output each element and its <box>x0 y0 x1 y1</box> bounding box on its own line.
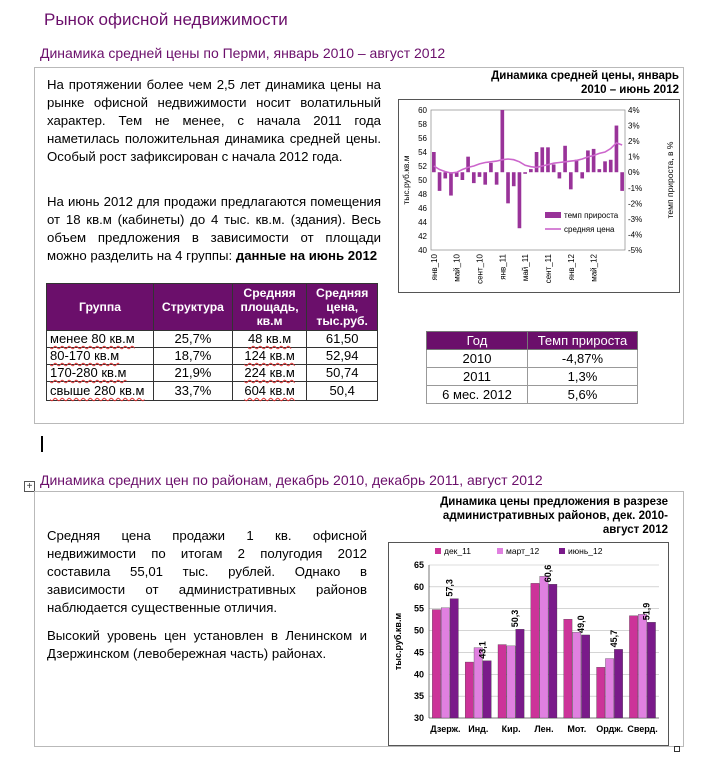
table-cell: 1,3% <box>528 368 638 386</box>
chart1-y-tick-label: 44 <box>418 218 427 227</box>
table-cell <box>47 331 154 348</box>
table-row <box>427 350 638 368</box>
chart2-bar <box>647 622 655 718</box>
chart1-svg <box>399 100 679 292</box>
table-cell: 50,4 <box>307 382 378 401</box>
chart1-y2-tick-label: 3% <box>628 121 640 131</box>
chart1-bar <box>620 172 624 191</box>
chart1-legend-label: темп прироста <box>564 211 619 220</box>
table-cell <box>232 331 307 348</box>
chart2-x-tick-label: Инд. <box>468 724 489 734</box>
chart2-y-tick-label: 50 <box>413 625 424 636</box>
chart1-y2-tick-label: 0% <box>628 168 640 178</box>
chart2-data-label: 49,0 <box>575 615 586 633</box>
chart2-bar <box>564 619 572 718</box>
chart1-bar <box>472 172 476 183</box>
table-cell-text: свыше 280 кв.м <box>50 383 145 398</box>
table-cell <box>47 348 154 365</box>
chart1-bar <box>483 172 487 184</box>
chart1-legend-label: средняя цена <box>564 225 615 234</box>
chart1-bar <box>478 172 482 177</box>
chart2-bar <box>465 662 473 718</box>
table-cell: -4,87% <box>528 350 638 368</box>
table-cell: 2010 <box>427 350 528 368</box>
chart2-y-tick-label: 65 <box>413 560 424 570</box>
group-table <box>46 283 378 401</box>
chart2-data-label: 57,3 <box>444 579 455 597</box>
table-cell <box>47 382 154 401</box>
chart1-bar <box>489 163 493 172</box>
chart1-bar <box>558 172 562 178</box>
table-cell: 33,7% <box>154 382 233 401</box>
chart1-x-tick-label: сент_10 <box>475 254 485 284</box>
chart1-bar <box>523 172 527 174</box>
chart1-bar <box>518 172 522 228</box>
chart1-y-tick-label: 54 <box>418 148 427 157</box>
chart2-y-tick-label: 55 <box>413 603 424 614</box>
section2-paragraph2: Высокий уровень цен установлен в Ленинском и Дзержинском (левобережная часть) районах. <box>47 628 367 661</box>
chart1-title: Динамика средней цены, январь 2010 – июнь 2012 <box>491 70 679 96</box>
chart2-bar <box>516 629 524 718</box>
chart1-x-tick-label: май_12 <box>589 254 599 282</box>
section1-paragraph2-bold: данные на июнь 2012 <box>235 248 378 263</box>
table-cell-text: 604 кв.м <box>244 383 295 398</box>
chart1-y-tick-label: 40 <box>418 246 427 255</box>
table-cell: 61,50 <box>307 331 378 348</box>
chart2-bar <box>614 649 622 718</box>
chart2-data-label: 45,7 <box>608 629 619 648</box>
chart2-y-axis-label: тыс.руб.кв.м <box>393 612 403 671</box>
chart2-bar <box>597 667 605 718</box>
chart1-y-tick-label: 52 <box>418 162 427 171</box>
growth-table <box>426 331 638 404</box>
table-cell: 2011 <box>427 368 528 386</box>
chart1-bar <box>603 161 607 172</box>
chart1-bar <box>529 169 533 172</box>
chart1-y-tick-label: 50 <box>418 176 427 185</box>
text-cursor <box>41 436 43 452</box>
chart1-bar <box>563 146 567 172</box>
chart2-data-label: 51,9 <box>641 602 652 621</box>
chart1-bar <box>552 164 556 172</box>
chart2-bar <box>441 608 449 718</box>
chart1-bar <box>597 169 601 172</box>
chart1-bar <box>592 149 596 172</box>
chart1-x-tick-label: янв_10 <box>429 254 439 281</box>
chart2-y-tick-label: 40 <box>413 669 424 680</box>
chart2-data-label: 60,6 <box>543 564 554 583</box>
chart1-legend-swatch <box>545 212 561 218</box>
chart1-bar <box>461 172 465 180</box>
chart1-bar <box>546 147 550 172</box>
chart2-legend-swatch <box>559 548 565 554</box>
section1-paragraph2 <box>47 193 381 265</box>
table-cell: 21,9% <box>154 365 233 382</box>
chart1-bar <box>615 126 619 173</box>
chart1-x-tick-label: сент_11 <box>543 254 553 284</box>
chart1-bar <box>535 152 539 172</box>
chart2-bar <box>531 583 539 718</box>
chart1-x-tick-label: май_10 <box>452 254 462 282</box>
chart2-x-tick-label: Сверд. <box>627 724 658 734</box>
chart1-y2-tick-label: -5% <box>628 246 643 255</box>
table-cell-text: 170-280 кв.м <box>50 365 127 380</box>
table-cell-text: менее 80 кв.м <box>50 331 135 346</box>
chart2-bar <box>638 614 646 718</box>
table-cell: 6 мес. 2012 <box>427 386 528 404</box>
group-table-header: Группа <box>47 284 154 331</box>
group-table-header-row <box>47 284 378 331</box>
chart1-bar <box>569 172 573 189</box>
chart2-bar <box>498 645 506 718</box>
chart1-y2-axis-label: темп прироста, в % <box>665 141 675 219</box>
chart2-y-tick-label: 45 <box>413 647 424 658</box>
chart1-bar <box>506 172 510 203</box>
table-cell: 52,94 <box>307 348 378 365</box>
growth-table-header: Год <box>427 332 528 350</box>
chart2-x-tick-label: Лен. <box>534 724 554 734</box>
chart1-y-tick-label: 60 <box>418 106 427 115</box>
chart2-y-tick-label: 60 <box>413 581 424 592</box>
chart2-legend-swatch <box>497 548 503 554</box>
chart1-bar <box>466 157 470 173</box>
chart2-bar <box>549 584 557 718</box>
chart2-x-tick-label: Мот. <box>567 724 587 734</box>
chart1-y2-tick-label: -1% <box>628 183 643 193</box>
group-table-header: Средняя площадь, кв.м <box>232 284 307 331</box>
chart2-legend-label: март_12 <box>506 546 540 556</box>
chart1-box <box>398 99 680 293</box>
chart2-y-tick-label: 30 <box>413 713 424 723</box>
chart1-bar <box>609 160 613 172</box>
chart1-bar <box>500 110 504 172</box>
chart1-bar <box>449 172 453 195</box>
chart2-bar <box>605 659 613 718</box>
chart2-y-tick-label: 35 <box>413 691 424 702</box>
chart2-data-label: 43,1 <box>477 641 488 659</box>
chart1-bar <box>432 152 436 172</box>
section1-paragraph2-lead: На июнь 2012 для продажи предлагаются помещения от 18 кв.м (кабинеты) до 4 тыс. кв.м. (здания). Весь объем предложения в зависимости от площади можно разделить на 4 группы: <box>47 194 381 263</box>
chart1-y2-tick-label: -4% <box>628 230 643 240</box>
chart1-y-tick-label: 58 <box>418 120 427 129</box>
table-cell-text: 80-170 кв.м <box>50 348 120 363</box>
chart1-x-tick-label: янв_11 <box>498 254 508 280</box>
chart1-y-tick-label: 48 <box>418 190 427 199</box>
chart1-y2-tick-label: 2% <box>628 137 640 147</box>
chart1-y-tick-label: 42 <box>418 232 427 241</box>
chart1-bar <box>540 147 544 172</box>
table-move-handle-icon[interactable]: + <box>24 481 35 492</box>
chart2-bar <box>507 646 515 718</box>
group-table-header: Средняя цена, тыс.руб. <box>307 284 378 331</box>
table-row <box>427 368 638 386</box>
chart2-bar <box>573 632 581 718</box>
chart2-x-tick-label: Кир. <box>501 724 521 734</box>
table-row <box>47 365 378 382</box>
table-cell-text: 224 кв.м <box>244 365 295 380</box>
chart2-x-tick-label: Дзерж. <box>430 724 461 734</box>
table-cell: 5,6% <box>528 386 638 404</box>
chart1-x-tick-label: янв_12 <box>566 254 576 281</box>
table-row <box>47 331 378 348</box>
section1-title: Динамика средней цены по Перми, январь 2010 – август 2012 <box>40 45 446 61</box>
chart2-title: Динамика цены предложения в разрезе административных районов, дек. 2010-август 2012 <box>440 496 668 536</box>
table-cell-text: 48 кв.м <box>247 331 292 346</box>
section2-paragraph1: Средняя цена продажи 1 кв. офисной недвижимости по итогам 2 полугодия 2012 составила 55,01 тыс. рублей. Однако в зависимости от административных районов наблюдается существенные отличия. <box>47 528 367 615</box>
table-cell <box>232 348 307 365</box>
chart2-bar <box>483 661 491 718</box>
chart2-legend-label: дек_11 <box>444 546 471 556</box>
chart2-bar <box>432 610 440 718</box>
table-cell <box>47 365 154 382</box>
chart1-y2-tick-label: -3% <box>628 214 643 224</box>
chart1-y-tick-label: 46 <box>418 204 427 213</box>
chart1-bar <box>443 172 447 178</box>
table-row <box>47 348 378 365</box>
chart1-bar <box>575 160 579 172</box>
chart1-bar <box>495 172 499 184</box>
chart2-data-label: 50,3 <box>510 609 521 628</box>
chart2-bar <box>581 635 589 718</box>
table-row <box>427 386 638 404</box>
chart2-x-tick-label: Ордж. <box>596 724 624 734</box>
growth-table-header: Темп прироста <box>528 332 638 350</box>
table-cell: 18,7% <box>154 348 233 365</box>
table-cell: 25,7% <box>154 331 233 348</box>
section1-paragraph1: На протяжении более чем 2,5 лет динамика цены на рынке офисной недвижимости носит волатильный характер. Тем не менее, с начала 2011 года наметилась положительная динамика средней цены. Особый рост зафиксирован с начала 2012 года. <box>47 77 381 164</box>
growth-table-header-row <box>427 332 638 350</box>
table-resize-handle[interactable] <box>674 746 680 752</box>
table-row <box>47 382 378 401</box>
chart1-y-tick-label: 56 <box>418 134 427 143</box>
chart1-bar <box>438 172 442 191</box>
table-cell <box>232 365 307 382</box>
table-cell <box>232 382 307 401</box>
chart2-legend-swatch <box>435 548 441 554</box>
chart1-y2-tick-label: 1% <box>628 152 640 162</box>
group-table-header: Структура <box>154 284 233 331</box>
chart2-bar <box>629 616 637 718</box>
chart1-y2-tick-label: 4% <box>628 106 640 115</box>
chart1-bar <box>586 150 590 172</box>
chart1-x-tick-label: май_11 <box>521 254 531 282</box>
chart2-box <box>388 542 669 746</box>
chart2-legend-label: июнь_12 <box>568 546 603 556</box>
chart1-bar <box>512 172 516 186</box>
page-title: Рынок офисной недвижимости <box>44 10 288 29</box>
table-cell-text: 124 кв.м <box>244 348 295 363</box>
chart1-y-axis-label: тыс.руб.кв.м <box>401 155 411 205</box>
chart2-svg <box>389 543 668 745</box>
chart1-y2-tick-label: -2% <box>628 199 643 209</box>
chart1-bar <box>580 172 584 178</box>
table-cell: 50,74 <box>307 365 378 382</box>
chart2-bar <box>540 576 548 718</box>
section2-title: Динамика средних цен по районам, декабрь 2010, декабрь 2011, август 2012 <box>40 472 543 488</box>
chart2-bar <box>450 599 458 718</box>
